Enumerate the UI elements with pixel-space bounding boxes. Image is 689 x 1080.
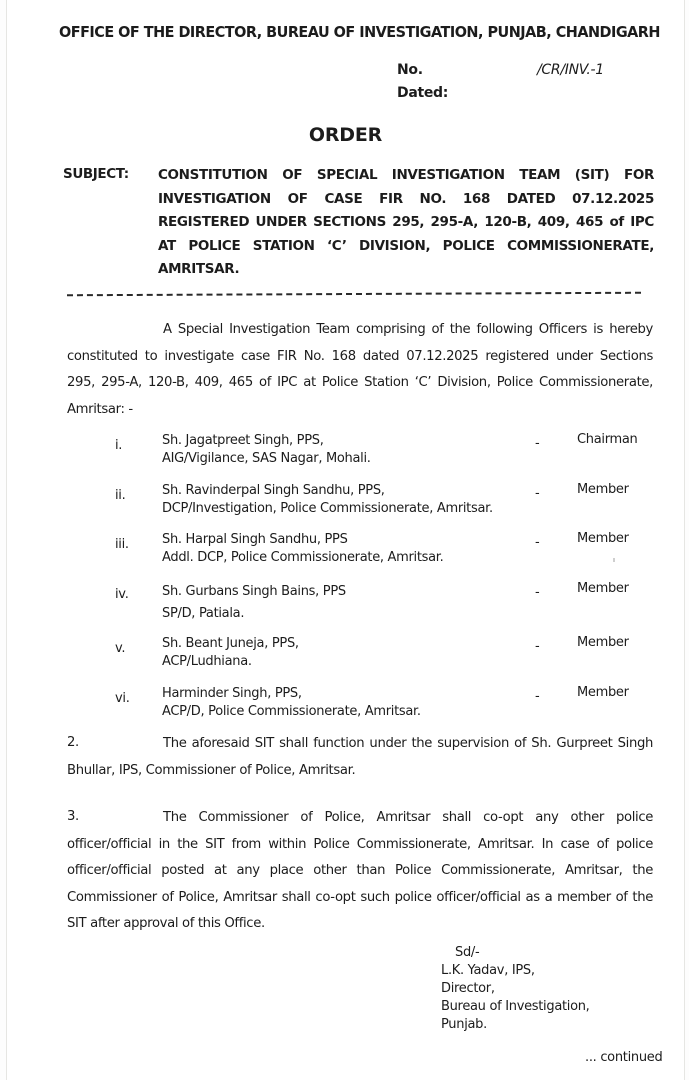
paragraph-2-number: 2.	[67, 735, 79, 750]
paragraph-line: SIT after approval of this Office.	[67, 916, 265, 931]
member-role: Chairman	[577, 432, 638, 447]
member-designation: AIG/Vigilance, SAS Nagar, Mohali.	[162, 450, 371, 466]
paragraph-3	[67, 805, 653, 938]
subject-line: REGISTERED UNDER SECTIONS 295, 295-A, 120-B, 409, 465 of IPC	[158, 214, 654, 230]
intro-paragraph	[67, 317, 653, 423]
signatory-office: Bureau of Investigation,	[441, 999, 590, 1014]
paragraph-3-number: 3.	[67, 809, 79, 824]
member-details	[162, 432, 371, 467]
signatory-state: Punjab.	[441, 1017, 487, 1032]
signature-sd: Sd/-	[455, 945, 480, 960]
member-role: Member	[577, 581, 629, 596]
member-number: vi.	[115, 691, 130, 706]
member-details	[162, 482, 493, 517]
member-details	[162, 531, 444, 566]
scan-speck	[613, 558, 615, 562]
document-page	[6, 0, 685, 1080]
signatory-name: L.K. Yadav, IPS,	[441, 963, 535, 978]
ref-no-value: /CR/INV.-1	[537, 62, 604, 78]
member-name: Sh. Gurbans Singh Bains, PPS	[162, 584, 346, 599]
order-title: ORDER	[308, 124, 383, 146]
member-name: Sh. Harpal Singh Sandhu, PPS	[162, 532, 348, 547]
subject-line: CONSTITUTION OF SPECIAL INVESTIGATION TEAM (SIT) FOR	[158, 167, 654, 183]
member-designation: ACP/D, Police Commissionerate, Amritsar.	[162, 703, 421, 719]
paragraph-line: Amritsar: -	[67, 401, 133, 417]
member-designation: ACP/Ludhiana.	[162, 653, 252, 669]
subject-line: INVESTIGATION OF CASE FIR NO. 168 DATED 07.12.2025	[158, 190, 654, 207]
member-role: Member	[577, 482, 629, 497]
member-details	[162, 685, 421, 720]
member-dash: -	[535, 535, 540, 550]
member-row	[7, 581, 684, 621]
paragraph-line: Bhullar, IPS, Commissioner of Police, Amritsar.	[67, 762, 356, 778]
member-number: iv.	[115, 587, 129, 602]
member-role: Member	[577, 635, 629, 650]
member-row	[7, 432, 684, 472]
paragraph-2	[67, 731, 653, 784]
dashed-divider	[67, 292, 641, 297]
member-dash: -	[535, 639, 540, 654]
paragraph-line: officer/official in the SIT from within Police Commissionerate, Amritsar. In case of police	[67, 836, 653, 852]
ref-no-label: No.	[397, 62, 423, 78]
member-dash: -	[535, 486, 540, 501]
member-row	[7, 635, 684, 675]
member-number: iii.	[115, 537, 129, 552]
paragraph-line: 295, 295-A, 120-B, 409, 465 of IPC at Police Station ‘C’ Division, Police Commissionerate,	[67, 375, 653, 390]
member-dash: -	[535, 689, 540, 704]
member-row	[7, 685, 684, 725]
paragraph-line: Commissioner of Police, Amritsar shall co-opt such police officer/official as a member of the	[67, 889, 653, 905]
dated-label: Dated:	[397, 85, 449, 101]
member-dash: -	[535, 585, 540, 600]
subject-line: AMRITSAR.	[158, 261, 240, 277]
paragraph-line: constituted to investigate case FIR No. 168 dated 07.12.2025 registered under Sections	[67, 348, 653, 364]
member-row	[7, 482, 684, 522]
continued-note: ... continued	[585, 1050, 663, 1065]
subject-line: AT POLICE STATION ‘C’ DIVISION, POLICE COMMISSIONERATE,	[158, 237, 654, 254]
member-role: Member	[577, 685, 629, 700]
member-name: Sh. Jagatpreet Singh, PPS,	[162, 433, 324, 448]
subject-text	[158, 164, 654, 282]
office-title: OFFICE OF THE DIRECTOR, BUREAU OF INVESTIGATION, PUNJAB, CHANDIGARH	[59, 23, 660, 41]
paragraph-line: The aforesaid SIT shall function under the supervision of Sh. Gurpreet Singh	[163, 736, 653, 751]
subject-label: SUBJECT:	[63, 166, 129, 182]
member-name: Sh. Beant Juneja, PPS,	[162, 636, 299, 651]
member-role: Member	[577, 531, 629, 546]
member-designation: DCP/Investigation, Police Commissionerate, Amritsar.	[162, 500, 493, 516]
paragraph-line: The Commissioner of Police, Amritsar shall co-opt any other police	[163, 810, 653, 825]
member-designation: SP/D, Patiala.	[162, 606, 245, 621]
paragraph-line: officer/official posted at any place other than Police Commissionerate, Amritsar, the	[67, 863, 653, 878]
member-details	[162, 635, 299, 670]
member-name: Sh. Ravinderpal Singh Sandhu, PPS,	[162, 483, 385, 498]
member-number: v.	[115, 641, 126, 656]
paragraph-line: A Special Investigation Team comprising of the following Officers is hereby	[163, 322, 653, 337]
member-designation: Addl. DCP, Police Commissionerate, Amritsar.	[162, 549, 444, 565]
member-row	[7, 531, 684, 571]
member-number: i.	[115, 438, 123, 453]
member-number: ii.	[115, 488, 126, 503]
member-name: Harminder Singh, PPS,	[162, 686, 302, 701]
member-dash: -	[535, 436, 540, 451]
signatory-designation: Director,	[441, 981, 495, 996]
member-details	[162, 581, 346, 625]
